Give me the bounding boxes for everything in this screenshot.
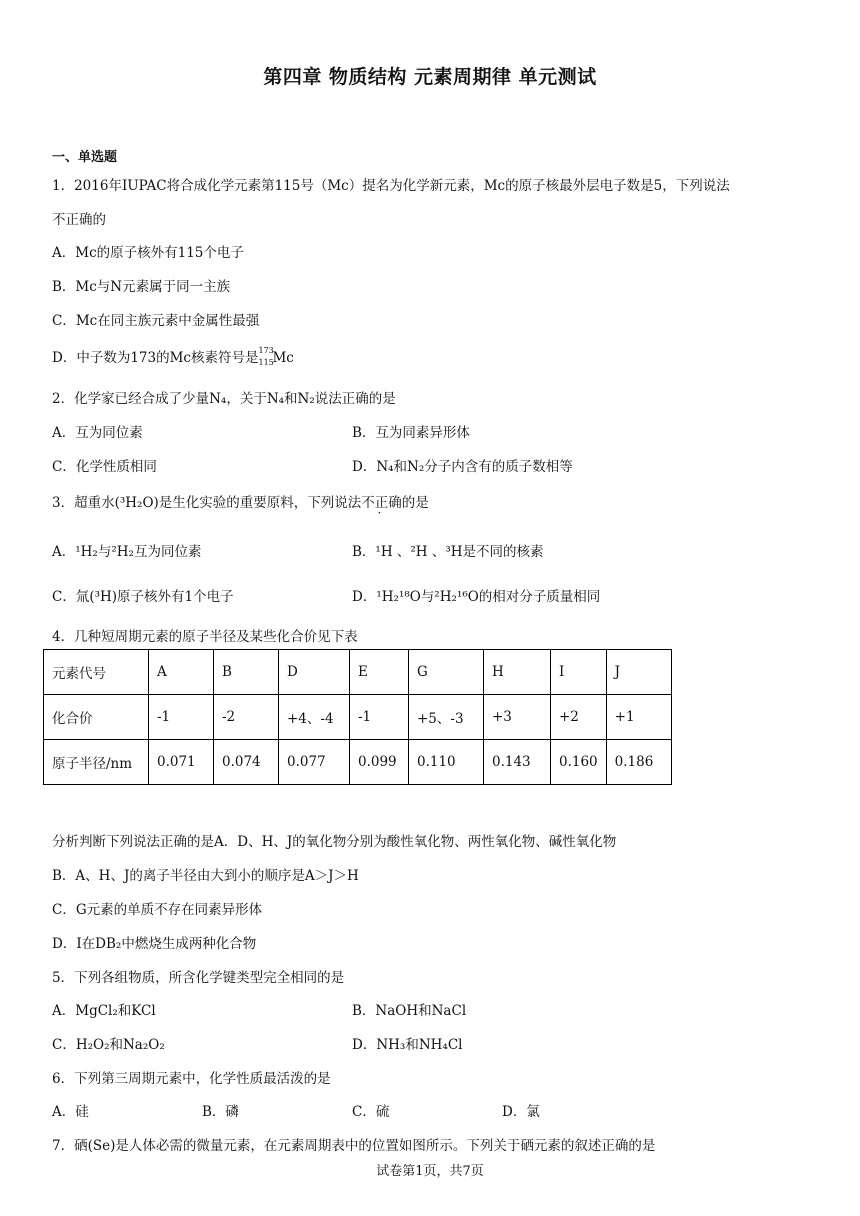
q6-option-b: B．磷: [202, 1104, 239, 1120]
table-cell: 0.110: [409, 740, 484, 785]
table-cell: +5、-3: [409, 695, 484, 740]
q5-option-a: A．MgCl₂和KCl: [52, 1003, 156, 1019]
q4-option-c: C．G元素的单质不存在同素异形体: [52, 902, 263, 918]
element-table: [43, 649, 672, 785]
q3-option-b: B．¹H 、²H 、³H是不同的核素: [352, 544, 544, 560]
section-heading: 一、单选题: [52, 150, 118, 165]
page-footer: 试卷第1页，共7页: [376, 1164, 484, 1179]
q1-option-c: C．Mc在同主族元素中金属性最强: [52, 313, 260, 329]
table-cell: +3: [484, 695, 551, 740]
element-symbol: Mc: [272, 350, 294, 366]
q1-option-b: B．Mc与N元素属于同一主族: [52, 279, 231, 295]
q3-stem-post: 的是: [401, 495, 429, 511]
table-cell: D: [279, 650, 350, 695]
q4-option-b: B．A、H、J的离子半径由大到小的顺序是A＞J＞H: [52, 868, 359, 884]
q6-stem: 6．下列第三周期元素中，化学性质最活泼的是: [52, 1071, 331, 1087]
q4-option-d: D．I在DB₂中燃烧生成两种化合物: [52, 936, 257, 952]
q5-option-c: C．H₂O₂和Na₂O₂: [52, 1037, 165, 1053]
q1-option-d-text: D．中子数为173的Mc核素符号是: [52, 350, 259, 366]
q3-option-d: D．¹H₂¹⁸O与²H₂¹⁶O的相对分子质量相同: [352, 589, 601, 605]
table-cell: 0.074: [214, 740, 279, 785]
table-cell: A: [149, 650, 214, 695]
q1-stem-line1: 1．2016年IUPAC将合成化学元素第115号（Mc）提名为化学新元素，Mc的原子核最外层电子数是5，下列说法: [52, 178, 730, 194]
q3-option-c: C．氚(³H)原子核外有1个电子: [52, 589, 234, 605]
table-cell: -2: [214, 695, 279, 740]
table-cell: -1: [350, 695, 409, 740]
atomic-number: 115: [258, 357, 274, 367]
table-cell: 化合价: [44, 695, 149, 740]
table-row: [44, 740, 672, 785]
table-cell: J: [606, 650, 671, 695]
table-cell: 0.186: [606, 740, 671, 785]
table-cell: 0.143: [484, 740, 551, 785]
q6-option-a: A．硅: [52, 1104, 89, 1120]
table-cell: 0.099: [350, 740, 409, 785]
table-cell: 0.071: [149, 740, 214, 785]
q7-stem: 7．硒(Se)是人体必需的微量元素，在元素周期表中的位置如图所示。下列关于硒元素的叙述正确的是: [52, 1138, 656, 1154]
q4-stem: 4．几种短周期元素的原子半径及某些化合价见下表: [52, 629, 358, 645]
q1-stem-line2: 不正确的: [52, 212, 106, 228]
q6-option-d: D．氯: [502, 1104, 540, 1120]
table-row: [44, 695, 672, 740]
q5-option-b: B．NaOH和NaCl: [352, 1003, 467, 1019]
table-cell: B: [214, 650, 279, 695]
q3-stem: [52, 491, 429, 511]
q3-stem-pre: 3．超重水(³H₂O)是生化实验的重要原料，下列说法: [52, 495, 362, 511]
q2-option-c: C．化学性质相同: [52, 459, 157, 475]
q3-stem-emphasis: 不正确: [361, 495, 402, 511]
table-cell: 0.077: [279, 740, 350, 785]
q5-option-d: D．NH₃和NH₄Cl: [352, 1037, 463, 1053]
table-cell: 元素代号: [44, 650, 149, 695]
table-cell: +1: [606, 695, 671, 740]
table-cell: H: [484, 650, 551, 695]
table-cell: I: [551, 650, 607, 695]
q2-stem: 2．化学家已经合成了少量N₄，关于N₄和N₂说法正确的是: [52, 391, 396, 407]
page-title: 第四章 物质结构 元素周期律 单元测试: [263, 66, 597, 88]
table-cell: +4、-4: [279, 695, 350, 740]
q1-option-d: [52, 346, 294, 366]
table-cell: G: [409, 650, 484, 695]
q6-option-c: C．硫: [352, 1104, 390, 1120]
q2-option-a: A．互为同位素: [52, 425, 143, 441]
q1-option-a: A．Mc的原子核外有115个电子: [52, 245, 244, 261]
q3-option-a: A．¹H₂与²H₂互为同位素: [52, 544, 202, 560]
table-cell: 原子半径/nm: [44, 740, 149, 785]
q2-option-d: D．N₄和N₂分子内含有的质子数相等: [352, 459, 573, 475]
table-cell: +2: [551, 695, 607, 740]
q5-stem: 5．下列各组物质，所含化学键类型完全相同的是: [52, 970, 345, 986]
q2-option-b: B．互为同素异形体: [352, 425, 470, 441]
table-cell: -1: [149, 695, 214, 740]
table-cell: 0.160: [551, 740, 607, 785]
nuclide-notation: [258, 345, 274, 367]
table-row: [44, 650, 672, 695]
table-cell: E: [350, 650, 409, 695]
q4-option-a: 分析判断下列说法正确的是A．D、H、J的氧化物分别为酸性氧化物、两性氧化物、碱性氧化物: [52, 834, 617, 850]
mass-number: 173: [258, 345, 274, 355]
